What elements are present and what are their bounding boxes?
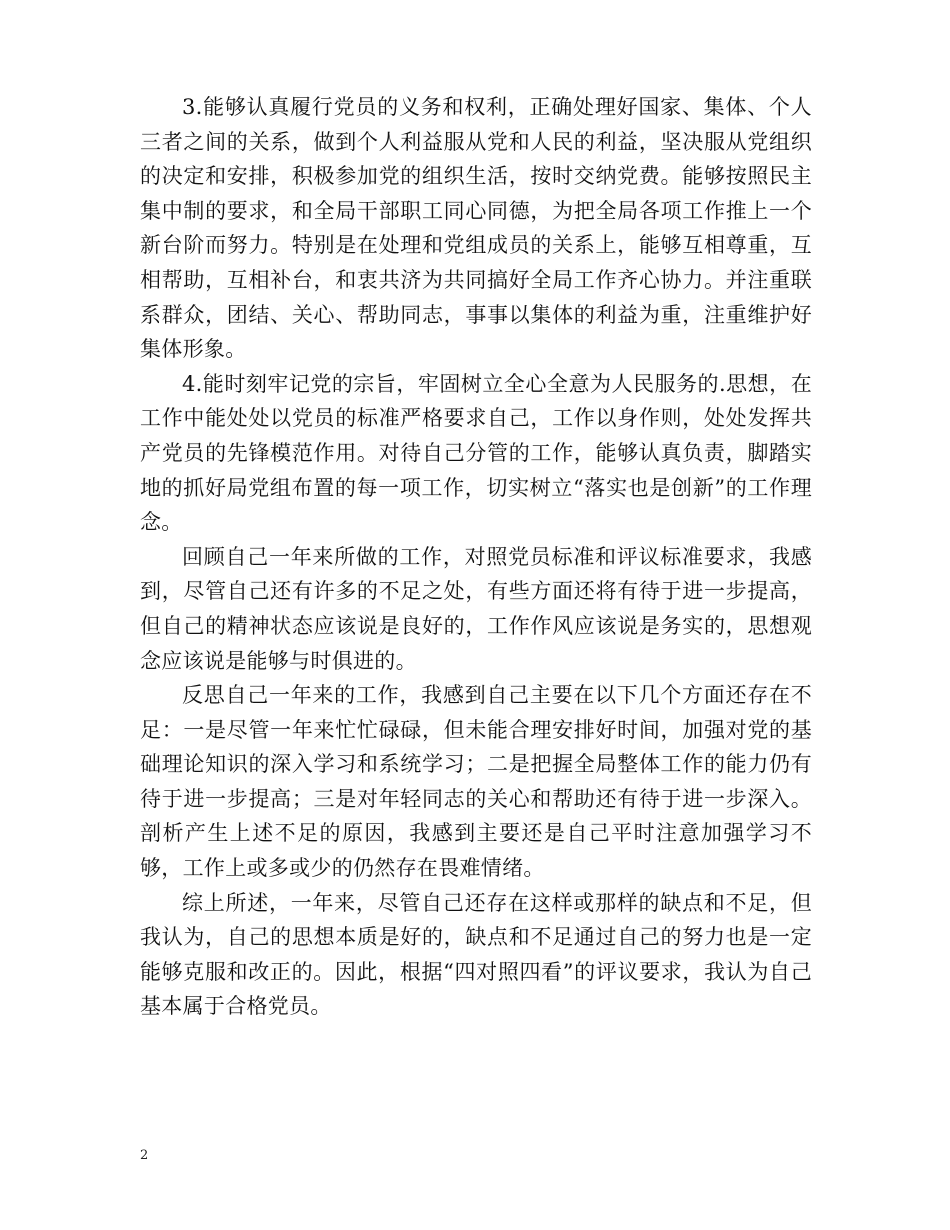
paragraph-year-review: 回顾自己一年来所做的工作，对照党员标准和评议标准要求，我感到，尽管自己还有许多的不足之处，有些方面还将有待于进一步提高，但自己的精神状态应该说是良好的，工作作风应该说是务实的，思想观念应该说是能够与时俱进的。 [140, 544, 812, 673]
paragraph-conclusion: 综上所述，一年来，尽管自己还存在这样或那样的缺点和不足，但我认为，自己的思想本质是好的，缺点和不足通过自己的努力也是一定能够克服和改正的。因此，根据“四对照四看”的评议要求，我认为自己基本属于合格党员。 [140, 890, 812, 1019]
paragraph-shortcomings: 反思自己一年来的工作，我感到自己主要在以下几个方面还存在不足：一是尽管一年来忙忙碌碌，但未能合理安排好时间，加强对党的基础理论知识的深入学习和系统学习；二是把握全局整体工作的能力仍有待于进一步提高；三是对年轻同志的关心和帮助还有待于进一步深入。剖析产生上述不足的原因，我感到主要还是自己平时注意加强学习不够，工作上或多或少的仍然存在畏难情绪。 [140, 683, 812, 881]
document-body [140, 90, 812, 1024]
paragraph-obligations-rights: 3.能够认真履行党员的义务和权利，正确处理好国家、集体、个人三者之间的关系，做到个人利益服从党和人民的利益，坚决服从党组织的决定和安排，积极参加党的组织生活，按时交纳党费。能够按照民主集中制的要求，和全局干部职工同心同德，为把全局各项工作推上一个新台阶而努力。特别是在处理和党组成员的关系上，能够互相尊重，互相帮助，互相补台，和衷共济为共同搞好全局工作齐心协力。并注重联系群众，团结、关心、帮助同志，事事以集体的利益为重，注重维护好集体形象。 [140, 95, 812, 362]
page-number: 2 [140, 1148, 149, 1163]
paragraph-party-purpose: 4.能时刻牢记党的宗旨，牢固树立全心全意为人民服务的.思想，在工作中能处处以党员的标准严格要求自己，工作以身作则，处处发挥共产党员的先锋模范作用。对待自己分管的工作，能够认真负责，脚踏实地的抓好局党组布置的每一项工作，切实树立“落实也是创新”的工作理念。 [140, 371, 812, 535]
